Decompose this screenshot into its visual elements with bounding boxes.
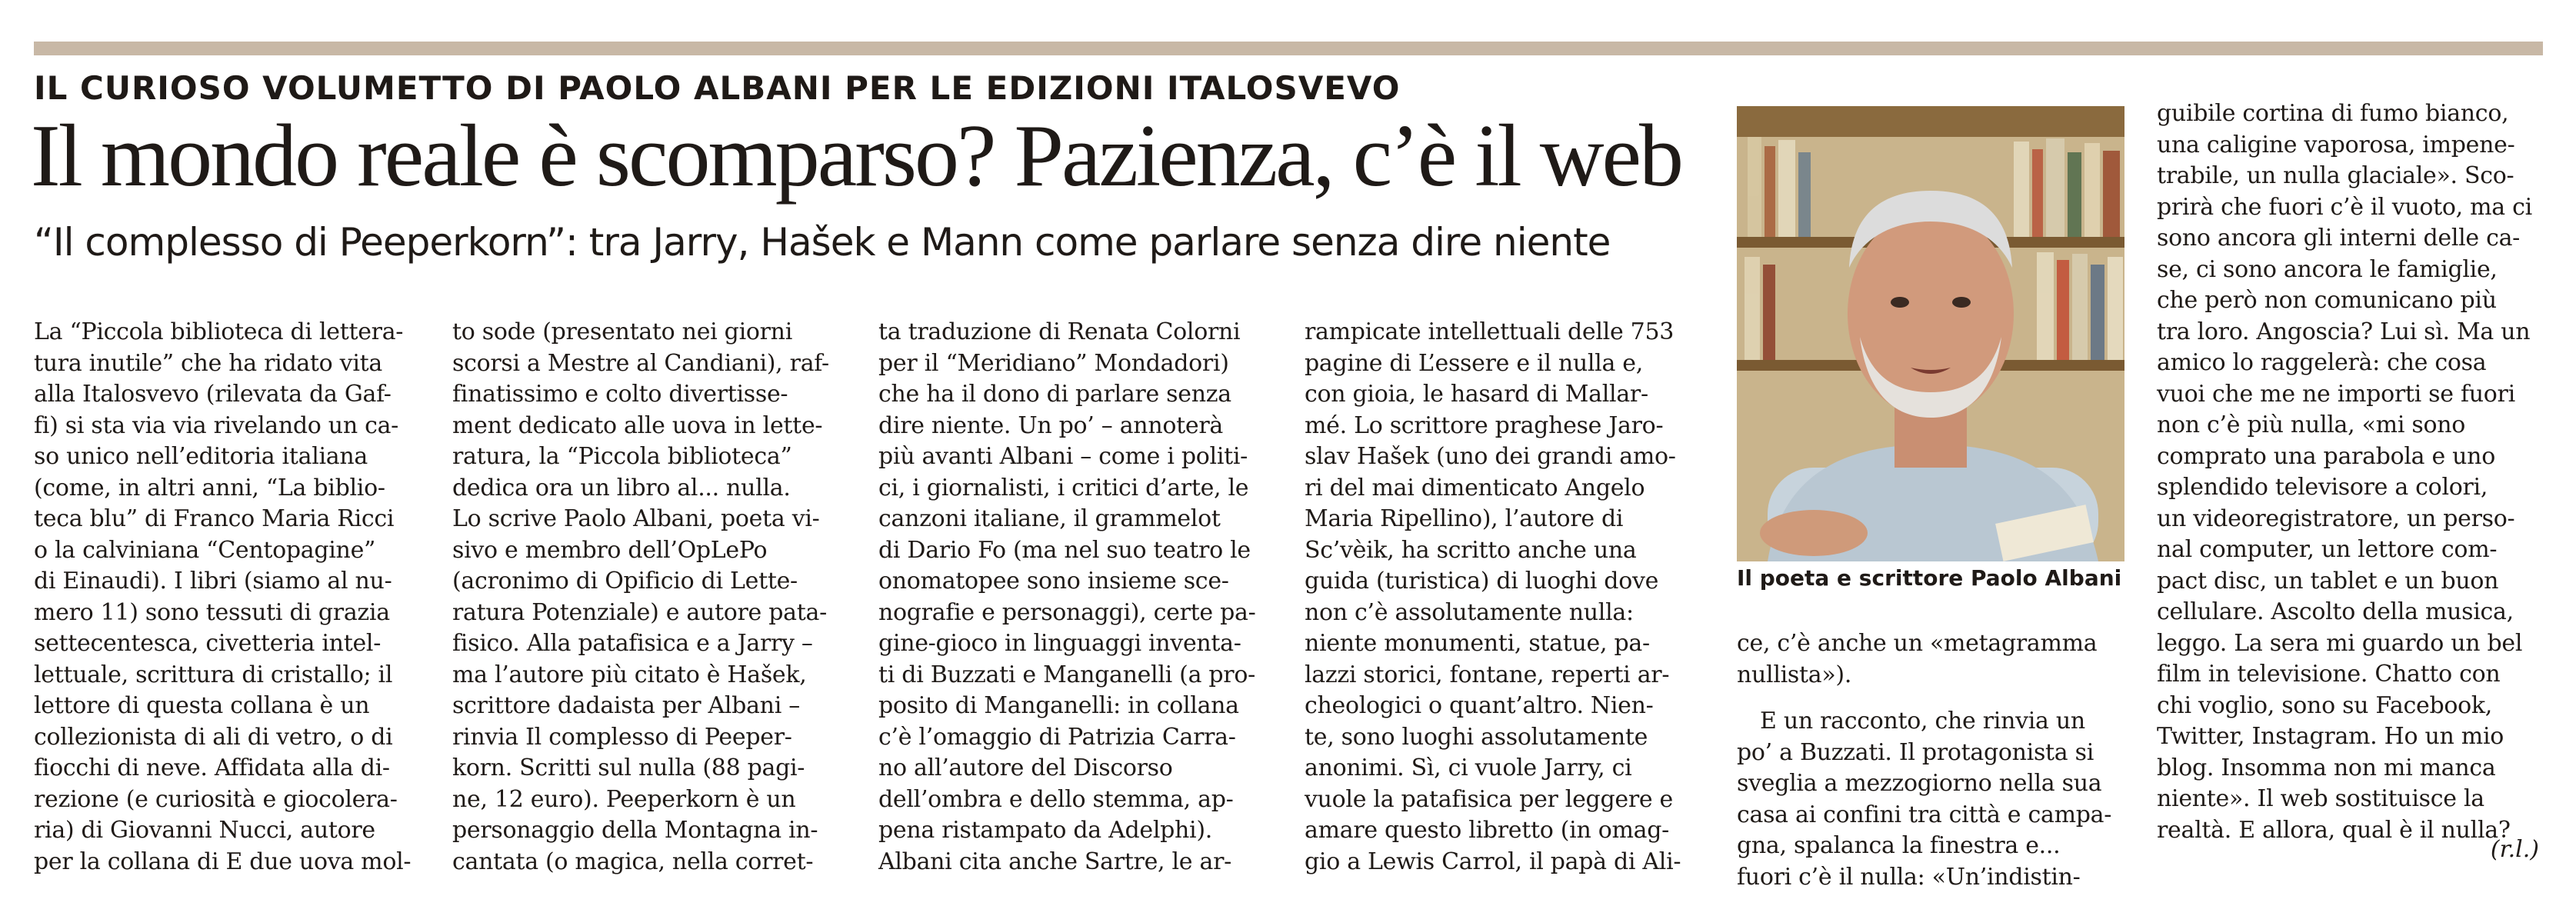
text-line: mero 11) sono tessuti di grazia: [34, 598, 390, 626]
text-line: ment dedicato alle uova in lette-: [452, 411, 823, 439]
text-line: rezione (e curiosità e giocolera-: [34, 785, 398, 813]
text-line: lettuale, scrittura di cristallo; il: [34, 661, 393, 688]
text-line: nullista»).: [1737, 661, 1852, 688]
column-6: [2157, 98, 2532, 846]
text-line: slav Hašek (uno dei grandi amo-: [1305, 443, 1676, 470]
text-line: (acronimo di Opificio di Lette-: [452, 568, 798, 595]
text-line: finatissimo e colto divertisse-: [452, 381, 788, 408]
text-line: so unico nell’editoria italiana: [34, 443, 368, 470]
subheadline: “Il complesso di Peeperkorn”: tra Jarry, Hašek e Mann come parlare senza dire niente: [34, 220, 1611, 265]
author-photo: [1737, 106, 2124, 561]
top-rule: [34, 42, 2543, 55]
text-line: film in televisione. Chatto con: [2157, 661, 2501, 688]
text-line: ri del mai dimenticato Angelo: [1305, 474, 1645, 501]
text-line: nografie e personaggi), certe pa-: [878, 598, 1256, 626]
text-line: o la calviniana “Centopagine”: [34, 536, 376, 564]
text-line: korn. Scritti sul nulla (88 pagi-: [452, 754, 805, 781]
text-line: per il “Meridiano” Mondadori): [878, 349, 1229, 377]
text-line: non c’è più nulla, «mi sono: [2157, 411, 2465, 438]
text-line: guibile cortina di fumo bianco,: [2157, 100, 2509, 127]
text-line: che però non comunicano più: [2157, 287, 2497, 314]
text-line: prirà che fuori c’è il vuoto, ma ci: [2157, 193, 2532, 221]
text-line: blog. Insomma non mi manca: [2157, 754, 2496, 781]
text-line: casa ai confini tra città e campa-: [1737, 801, 2112, 828]
text-line: cheologici o quant’altro. Nien-: [1305, 692, 1654, 719]
text-line: te, sono luoghi assolutamente: [1305, 723, 1648, 751]
text-line: ria) di Giovanni Nucci, autore: [34, 817, 375, 844]
text-line: alla Italosvevo (rilevata da Gaf-: [34, 381, 392, 408]
text-line: niente». Il web sostituisce la: [2157, 785, 2484, 812]
text-line: rampicate intellettuali delle 753: [1305, 318, 1675, 345]
column-1: [34, 317, 411, 878]
text-line: un videoregistratore, un perso-: [2157, 505, 2515, 532]
text-line: ratura Potenziale) e autore pata-: [452, 598, 827, 626]
text-line: gine-gioco in linguaggi inventa-: [878, 630, 1241, 657]
text-line: ma l’autore più citato è Hašek,: [452, 661, 807, 688]
text-line: pena ristampato da Adelphi).: [878, 817, 1212, 844]
text-line: collezionista di ali di vetro, o di: [34, 723, 393, 751]
text-line: scorsi a Mestre al Candiani), raf-: [452, 349, 829, 377]
text-line: amico lo raggelerà: che cosa: [2157, 349, 2487, 376]
text-line: ratura, la “Piccola biblioteca”: [452, 443, 792, 470]
text-line: amare questo libretto (in omag-: [1305, 817, 1669, 844]
text-line: lazzi storici, fontane, reperti ar-: [1305, 661, 1670, 688]
text-line: fi) si sta via via rivelando un ca-: [34, 411, 399, 439]
text-line: per la collana di E due uova mol-: [34, 848, 412, 875]
text-line: ti di Buzzati e Manganelli (a pro-: [878, 661, 1255, 688]
text-line: chi voglio, sono su Facebook,: [2157, 691, 2492, 719]
text-line: tura inutile” che ha ridato vita: [34, 349, 382, 377]
text-line: dell’ombra e dello stemma, ap-: [878, 785, 1234, 813]
text-line: una caligine vaporosa, impene-: [2157, 131, 2515, 158]
text-line: ci, i giornalisti, i critici d’arte, le: [878, 474, 1249, 501]
text-line: scrittore dadaista per Albani –: [452, 692, 800, 719]
text-line: ta traduzione di Renata Colorni: [878, 318, 1241, 345]
text-line: trabile, un nulla glaciale». Sco-: [2157, 162, 2514, 189]
text-line: ne, 12 euro). Peeperkorn è un: [452, 785, 796, 813]
text-line: di Einaudi). I libri (siamo al nu-: [34, 568, 392, 595]
column-4: [1305, 317, 1681, 878]
text-line: di Dario Fo (ma nel suo teatro le: [878, 536, 1251, 564]
column-2: [452, 317, 829, 878]
text-line: posito di Manganelli: in collana: [878, 692, 1239, 719]
author-signature: (r.l.): [2490, 836, 2539, 863]
text-line: fuori c’è il nulla: «Un’indistin-: [1737, 863, 2081, 891]
text-line: se, ci sono ancora le famiglie,: [2157, 255, 2498, 283]
text-line: realtà. E allora, qual è il nulla?: [2157, 816, 2511, 844]
text-line: con gioia, le hasard di Mallar-: [1305, 381, 1648, 408]
text-line: po’ a Buzzati. Il protagonista si: [1737, 738, 2094, 766]
text-line: sono ancora gli interni delle ca-: [2157, 225, 2521, 251]
text-line: E un racconto, che rinvia un: [1760, 708, 2085, 734]
text-line: comprato una parabola e uno: [2157, 442, 2495, 470]
text-line: fisico. Alla patafisica e a Jarry –: [452, 630, 813, 657]
text-line: che ha il dono di parlare senza: [878, 381, 1231, 408]
text-line: sveglia a mezzogiorno nella sua: [1737, 770, 2102, 797]
text-line: non c’è assolutamente nulla:: [1305, 598, 1634, 626]
text-line: onomatopee sono insieme sce-: [878, 568, 1229, 595]
text-line: (come, in altri anni, “La biblio-: [34, 474, 385, 501]
text-line: dedica ora un libro al... nulla.: [452, 474, 791, 501]
text-line: personaggio della Montagna in-: [452, 817, 818, 844]
headline: Il mondo reale è scomparso? Pazienza, c’è il web: [31, 107, 1681, 205]
text-line: nal computer, un lettore com-: [2157, 536, 2498, 563]
text-line: anonimi. Sì, ci vuole Jarry, ci: [1305, 754, 1632, 781]
text-line: Lo scrive Paolo Albani, poeta vi-: [452, 505, 820, 532]
text-line: sivo e membro dell’OpLePo: [452, 536, 768, 564]
text-line: canzoni italiane, il grammelot: [878, 505, 1221, 532]
photo-caption: Il poeta e scrittore Paolo Albani: [1737, 565, 2122, 591]
text-line: gio a Lewis Carrol, il papà di Ali-: [1305, 848, 1681, 875]
text-line: più avanti Albani – come i politi-: [878, 443, 1248, 470]
text-line: pagine di L’essere e il nulla e,: [1305, 349, 1643, 377]
text-line: Twitter, Instagram. Ho un mio: [2157, 723, 2504, 750]
paragraph-gap: [1737, 691, 2111, 706]
kicker: IL CURIOSO VOLUMETTO DI PAOLO ALBANI PER LE EDIZIONI ITALOSVEVO: [34, 69, 1401, 107]
text-line: c’è l’omaggio di Patrizia Carra-: [878, 723, 1236, 751]
column-5: [1737, 628, 2111, 893]
text-line: lettore di questa collana è un: [34, 692, 370, 719]
text-line: vuole la patafisica per leggere e: [1305, 785, 1674, 813]
text-line: mé. Lo scrittore praghese Jaro-: [1305, 411, 1664, 439]
text-line: splendido televisore a colori,: [2157, 474, 2488, 501]
text-line: leggo. La sera mi guardo un bel: [2157, 629, 2523, 657]
text-line: teca blu” di Franco Maria Ricci: [34, 505, 395, 532]
text-line: fiocchi di neve. Affidata alla di-: [34, 754, 390, 781]
text-line: niente monumenti, statue, pa-: [1305, 630, 1650, 657]
text-line: settecentesca, civetteria intel-: [34, 630, 382, 657]
text-line: cantata (o magica, nella corret-: [452, 848, 814, 875]
text-line: Albani cita anche Sartre, le ar-: [878, 848, 1231, 875]
text-line: rinvia Il complesso di Peeper-: [452, 723, 792, 751]
text-line: tra loro. Angoscia? Lui sì. Ma un: [2157, 318, 2531, 345]
text-line: gna, spalanca la finestra e...: [1737, 832, 2061, 859]
text-line: pact disc, un tablet e un buon: [2157, 567, 2499, 595]
text-line: no all’autore del Discorso: [878, 754, 1173, 781]
column-3: [878, 317, 1255, 878]
text-line: Sc’vèik, ha scritto anche una: [1305, 536, 1637, 564]
text-line: to sode (presentato nei giorni: [452, 318, 792, 345]
author-photo-graphic: [1737, 106, 2124, 561]
text-line: Maria Ripellino), l’autore di: [1305, 505, 1624, 532]
text-line: guida (turistica) di luoghi dove: [1305, 568, 1659, 595]
text-line: ce, c’è anche un «metagramma: [1737, 630, 2098, 657]
text-line: dire niente. Un po’ – annoterà: [878, 411, 1223, 439]
text-line: vuoi che me ne importi se fuori: [2157, 380, 2515, 408]
text-line: La “Piccola biblioteca di lettera-: [34, 318, 404, 345]
text-line: cellulare. Ascolto della musica,: [2157, 598, 2514, 625]
